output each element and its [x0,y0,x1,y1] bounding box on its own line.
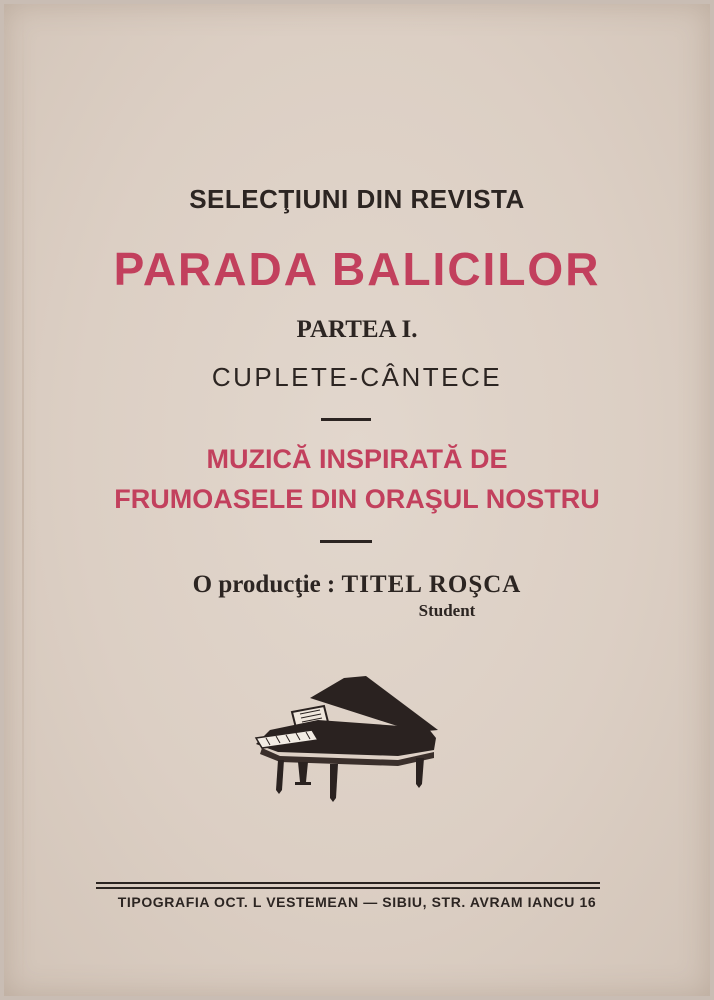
divider-rule [321,418,371,421]
printer-imprint: TIPOGRAFIA OCT. L VESTEMEAN — SIBIU, STR. AVRAM IANCU 16 [117,894,597,910]
pretitle: SELECŢIUNI DIN REVISTA [189,184,525,214]
cover-title: PARADA BALICILOR [113,243,601,295]
author-role: Student [418,601,476,620]
booklet-cover [4,4,710,996]
footer-rule [96,882,600,884]
dedication-line-2: FRUMOASELE DIN ORAŞUL NOSTRU [114,484,600,514]
production-label: O producţie : [192,571,336,598]
footer-rule [96,887,600,889]
grand-piano-icon [248,672,444,806]
production-credit [4,571,710,599]
divider-rule [320,540,372,543]
dedication-line-1: MUZICĂ INSPIRATĂ DE [206,444,508,474]
author-name: TITEL ROŞCA [341,571,522,598]
cover-subtitle: CUPLETE-CÂNTECE [211,362,503,392]
part-label: PARTEA I. [296,316,418,343]
